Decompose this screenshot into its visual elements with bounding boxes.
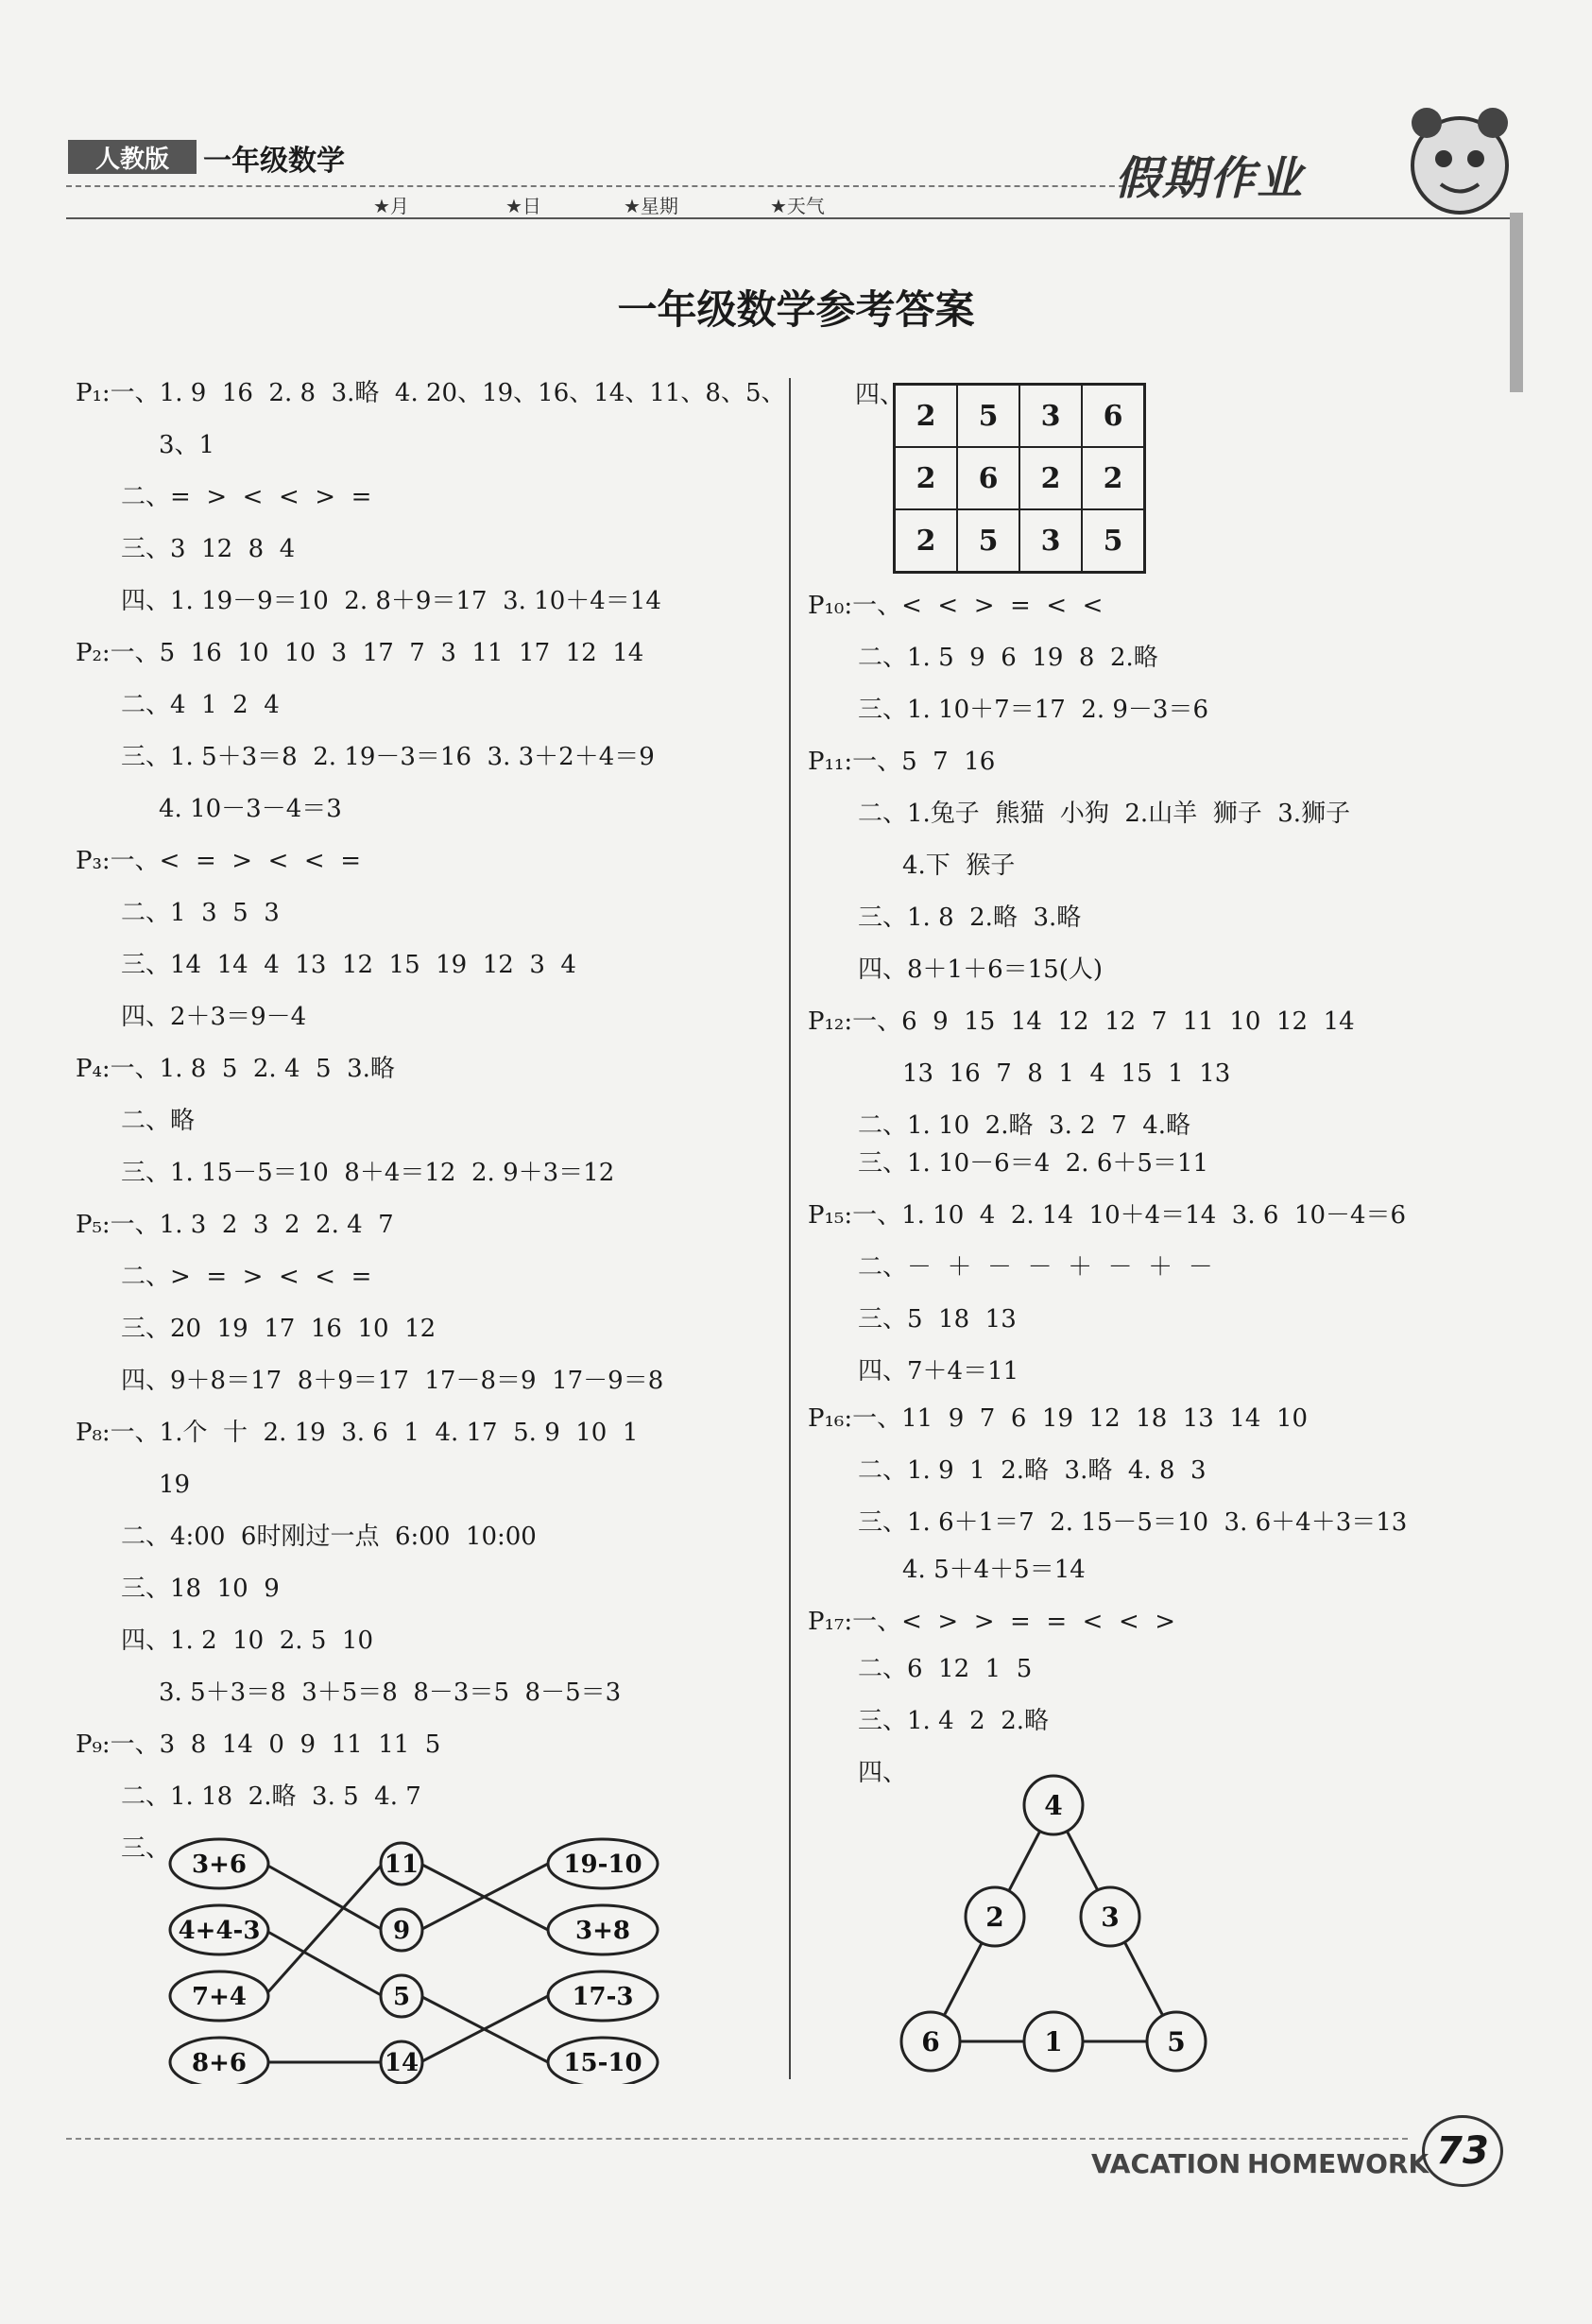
match-line [265, 1864, 383, 1930]
match-right-3: 15-10 [563, 2049, 642, 2077]
footer-homework: HOMEWORK [1247, 2148, 1429, 2179]
answer-line: P₉:一、3 8 14 0 9 11 11 5 [76, 1730, 441, 1759]
answer-line: 四、7＋4＝11 [858, 1357, 1019, 1386]
grid-cell: 3 [1019, 385, 1082, 448]
grid-cell: 5 [957, 509, 1019, 573]
answer-line: 二、6 12 1 5 [858, 1655, 1033, 1683]
triangle-value: 6 [921, 2026, 940, 2057]
number-grid [893, 383, 1146, 574]
triangle-value: 5 [1167, 2026, 1186, 2057]
answer-line: P₃:一、< = > < < = [76, 847, 362, 875]
answer-line: 四、9＋8＝17 8＋9＝17 17－8＝9 17－9＝8 [121, 1367, 664, 1395]
answer-line: 三、1. 6＋1＝7 2. 15－5＝10 3. 6＋4＋3＝13 [858, 1508, 1408, 1537]
footer-vacation: VACATION [1091, 2148, 1241, 2179]
match-line [265, 1864, 383, 1996]
page-title: 一年级数学参考答案 [617, 286, 975, 333]
answer-line: 二、1 3 5 3 [121, 899, 280, 927]
meta-weather: ★天气 [770, 195, 825, 217]
answer-line: 4.下 猴子 [902, 852, 1016, 880]
answer-line: 二、略 [121, 1107, 196, 1135]
answer-line: 三、20 19 17 16 10 12 [121, 1315, 437, 1343]
answer-line: 四、2＋3＝9－4 [121, 1003, 307, 1031]
match-middle-2: 5 [392, 1983, 411, 2011]
answer-line: 三、1. 15－5＝10 8＋4＝12 2. 9＋3＝12 [121, 1159, 615, 1187]
answer-line: P₁:一、1. 9 16 2. 8 3.略 4. 20、19、16、14、11、8、5、 [76, 379, 786, 407]
match-right-2: 17-3 [572, 1983, 634, 2011]
answer-line: 三、1. 5＋3＝8 2. 19－3＝16 3. 3＋2＋4＝9 [121, 743, 655, 771]
answer-line: P₁₀:一、< < > = < < [808, 592, 1104, 620]
footer-dashed-rule [66, 2138, 1408, 2140]
answer-line: P₅:一、1. 3 2 3 2 2. 4 7 [76, 1211, 394, 1239]
page-number: 73 [1422, 2115, 1503, 2187]
meta-weekday: ★星期 [624, 195, 678, 217]
match-left-2: 7+4 [192, 1983, 247, 2011]
answer-line: P₂:一、5 16 10 10 3 17 7 3 11 17 12 14 [76, 639, 644, 667]
answer-line: 二、1.兔子 熊猫 小狗 2.山羊 狮子 3.狮子 [858, 800, 1351, 828]
brand-logo: 假期作业 [1115, 152, 1305, 205]
header-dashed-rule [66, 185, 1143, 187]
grid-cell: 2 [1019, 447, 1082, 509]
header-rule [66, 217, 1512, 219]
grid-cell: 6 [957, 447, 1019, 509]
answer-line: 3、1 [159, 431, 215, 459]
answer-line: P₁₇:一、< > > = = < < > [808, 1608, 1176, 1636]
answer-line: 二、= > < < > = [121, 483, 372, 511]
answer-line: 3. 5＋3＝8 3＋5＝8 8－3＝5 8－5＝3 [159, 1678, 622, 1707]
grid-cell: 2 [895, 385, 958, 448]
matching-diagram [151, 1829, 680, 2084]
match-line [265, 1930, 383, 1996]
grid-cell: 5 [1082, 509, 1145, 573]
answer-line: 三、1. 8 2.略 3.略 [858, 904, 1082, 932]
answer-line: 19 [159, 1471, 191, 1499]
answer-line: 三、18 10 9 [121, 1575, 280, 1603]
answer-line: 四、1. 19－9＝10 2. 8＋9＝17 3. 10＋4＝14 [121, 587, 661, 615]
grid-cell: 2 [895, 509, 958, 573]
answer-line: 四、1. 2 10 2. 5 10 [121, 1627, 373, 1655]
answer-line: 二、1. 18 2.略 3. 5 4. 7 [121, 1782, 421, 1811]
match-right-0: 19-10 [563, 1851, 642, 1879]
triangle-value: 1 [1044, 2026, 1063, 2057]
answer-line: 三、1. 10－6＝4 2. 6＋5＝11 [858, 1149, 1209, 1178]
match-left-1: 4+4-3 [178, 1917, 261, 1945]
answer-line: 二、－ ＋ － － ＋ － ＋ － [858, 1253, 1213, 1282]
grid-cell: 2 [1082, 447, 1145, 509]
answer-line: 二、1. 9 1 2.略 3.略 4. 8 3 [858, 1456, 1207, 1485]
triangle-value: 3 [1101, 1902, 1120, 1933]
answer-line: 三、5 18 13 [858, 1305, 1017, 1334]
answer-line: 二、4:00 6时刚过一点 6:00 10:00 [121, 1523, 537, 1551]
answer-line: P₄:一、1. 8 5 2. 4 5 3.略 [76, 1055, 395, 1083]
edition-badge: 人教版 [68, 140, 197, 174]
answer-line: 四、 [855, 381, 905, 409]
answer-line: 二、1. 5 9 6 19 8 2.略 [858, 644, 1158, 672]
answer-line: 4. 10－3－4＝3 [159, 795, 342, 823]
triangle-value: 4 [1044, 1790, 1063, 1821]
answer-line: 三、1. 4 2 2.略 [858, 1707, 1050, 1735]
grid-cell: 2 [895, 447, 958, 509]
match-right-1: 3+8 [575, 1917, 630, 1945]
answer-line: 四、 [858, 1759, 908, 1787]
answer-line: 二、4 1 2 4 [121, 691, 280, 719]
match-middle-1: 9 [392, 1917, 411, 1945]
answer-line: 13 16 7 8 1 4 15 1 13 [902, 1059, 1231, 1088]
answer-line: P₁₁:一、5 7 16 [808, 748, 996, 776]
column-divider [789, 378, 791, 2079]
answer-line: P₁₆:一、11 9 7 6 19 12 18 13 14 10 [808, 1404, 1309, 1433]
answer-line: 三、3 12 8 4 [121, 535, 296, 563]
match-left-0: 3+6 [192, 1851, 247, 1879]
answer-line: 二、> = > < < = [121, 1263, 372, 1291]
answer-line: 四、8＋1＋6＝15(人) [858, 955, 1103, 984]
match-middle-3: 14 [384, 2049, 419, 2077]
answer-line: 三、 [121, 1834, 171, 1863]
answer-line: 4. 5＋4＋5＝14 [902, 1556, 1086, 1584]
answer-line: P₈:一、1.个 十 2. 19 3. 6 1 4. 17 5. 9 10 1 [76, 1419, 639, 1447]
match-left-3: 8+6 [192, 2049, 247, 2077]
cartoon-girl-icon [1389, 95, 1521, 227]
grid-cell: 5 [957, 385, 1019, 448]
triangle-value: 2 [985, 1902, 1004, 1933]
answer-line: 三、14 14 4 13 12 15 19 12 3 4 [121, 951, 576, 979]
grid-cell: 6 [1082, 385, 1145, 448]
answer-line: P₁₅:一、1. 10 4 2. 14 10＋4＝14 3. 6 10－4＝6 [808, 1201, 1407, 1230]
match-middle-0: 11 [384, 1851, 419, 1879]
meta-day: ★日 [505, 195, 541, 217]
meta-month: ★月 [373, 195, 409, 217]
answer-line: 三、1. 10＋7＝17 2. 9－3＝6 [858, 696, 1209, 724]
triangle-diagram [893, 1772, 1214, 2084]
answer-line: P₁₂:一、6 9 15 14 12 12 7 11 10 12 14 [808, 1007, 1355, 1036]
grid-cell: 3 [1019, 509, 1082, 573]
answer-line: 二、1. 10 2.略 3. 2 7 4.略 [858, 1111, 1191, 1140]
grade-subject: 一年级数学 [203, 145, 345, 178]
